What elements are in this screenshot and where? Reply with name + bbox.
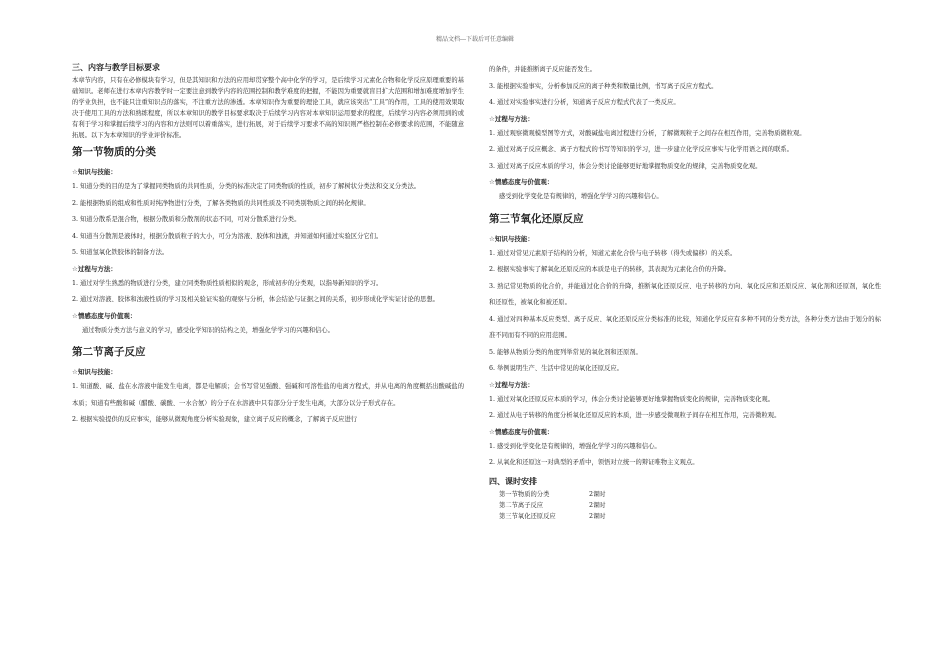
ch2-process-item: 1. 通过观察微观模型图等方式，对酸碱盐电离过程进行分析，了解微观粒子之间存在相互作用，完善物质微粒观。 [489, 129, 806, 137]
schedule-row [499, 511, 881, 522]
ch3-knowledge-item: 6. 举例说明生产、生活中常见的氧化还原反应。 [489, 365, 623, 372]
schedule-row [499, 500, 881, 511]
ch2-knowledge-item: 4. 通过对实验事实进行分析，知道离子反应方程式代表了一类反应。 [489, 99, 680, 106]
ch1-process-item: 1. 通过对学生熟悉的物质进行分类，建立同类物质性质相似的观念，形成初步的分类观，以指导新知识的学习。 [72, 279, 383, 287]
schedule-row [499, 489, 881, 500]
chapter2-title: 第二节离子反应 [72, 346, 146, 358]
ch3-attitude-item: 2. 从氧化和还原这一对典型的矛盾中，领悟对立统一的辩证唯物主义观点。 [489, 459, 699, 466]
left-column [72, 62, 464, 429]
ch2-knowledge-item: 1. 知道酸、碱、盐在水溶液中能发生电离，都是电解质；会书写常见强酸、强碱和可溶性盐的电离方程式，并从电离的角度概括出酸碱盐的本质；知道有些酸和碱（醋酸、碳酸、一水合氨）的分子在水溶液中只有部分分子发生电离，大部分以分子形式存在。 [72, 383, 464, 407]
ch3-knowledge-item: 5. 能够从物质分类的角度列举常见的氧化剂和还原剂。 [489, 348, 642, 356]
ch2-attitude-heading: ☆情感态度与价值观： [489, 178, 554, 186]
ch2-attitude-text: 感受到化学变化是有规律的，增强化学学习的兴趣和信心。 [499, 193, 663, 200]
ch1-attitude-heading: ☆情感态度与价值观： [72, 311, 137, 320]
schedule-name: 第二节离子反应 [499, 501, 544, 509]
ch2-knowledge-item: 2. 根据实验提供的反应事实，能够从微观角度分析实验现象，建立离子反应的概念，了解离子反应进行 [72, 416, 358, 423]
ch3-process-item: 2. 通过从电子转移的角度分析氧化还原反应的本质，进一步感受微观粒子间存在相互作用，完善微粒观。 [489, 412, 781, 419]
ch1-knowledge-heading: ☆知识与技能： [72, 168, 117, 176]
section4-title: 四、课时安排 [489, 476, 537, 486]
ch2-knowledge-continued: 的条件，并能推断离子反应能否发生。 [489, 66, 597, 73]
ch1-attitude-text: 通过物质分类方法与意义的学习，感受化学知识的结构之美，增强化学学习的兴趣和信心。 [82, 326, 334, 334]
ch3-attitude-item: 1. 感受到化学变化是有规律的，增强化学学习的兴趣和信心。 [489, 442, 661, 450]
section3-title: 三、内容与教学目标要求 [72, 63, 160, 72]
ch1-knowledge-item: 3. 知道分散系是混合物，根据分散质和分散剂的状态不同，可对分散系进行分类。 [72, 216, 301, 223]
ch1-knowledge-item: 4. 知道当分散剂是液体时，根据分散质粒子的大小，可分为溶液、胶体和浊液，并知道如何通过实验区分它们。 [72, 232, 383, 240]
schedule-name: 第三节氧化还原反应 [499, 512, 556, 520]
right-column [489, 62, 881, 522]
ch1-knowledge-item: 5. 知道氢氧化铁胶体的制备方法。 [72, 249, 169, 256]
ch1-process-heading: ☆过程与方法： [72, 264, 117, 273]
ch3-process-item: 1. 通过对氧化还原反应本质的学习，体会分类讨论能够更好地掌握物质变化的规律，完善物质变化观。 [489, 395, 775, 403]
ch2-knowledge-item: 3. 能根据实验事实，分析参加反应的离子种类和数量比例，书写离子反应方程式。 [489, 82, 718, 90]
ch3-attitude-heading: ☆情感态度与价值观： [489, 427, 554, 436]
chapter1-title: 第一节物质的分类 [72, 146, 156, 158]
ch3-knowledge-item: 2. 根据实验事实了解氧化还原反应的本质是电子的转移，其表现为元素化合价的升降。 [489, 266, 730, 273]
ch1-process-item: 2. 通过对溶液、胶体和浊液性质的学习及相关验证实验的观察与分析，体会结论与证据之间的关系，初步形成化学实证讨论的思想。 [72, 296, 439, 303]
ch1-knowledge-item: 1. 知道分类的目的是为了掌握同类物质的共同性质，分类的标准决定了同类物质的性质，初步了解树状分类法和交叉分类法。 [72, 183, 421, 190]
section3-body: 本章节内容，只有在必修模块有学习，但是其知识和方法的应用却贯穿整个高中化学的学习，是后续学习元素化合物和化学反应原理重要的基础知识。老师在进行本章内容教学时一定要注意到教学内容的范围控制和教学难度的把握，不能因为重要就盲目扩大范围和增加难度增加学生的学业负担，也不能只注重知识点的落实，不注重方法的渗透。本章知识作为重要的理论工具，就应该突出“工具”的作用，工具的使用效果取决于使用工具的方法和熟练程度，所以本章知识的教学目标要求取决于后续学习内容对本章知识运用要求的程度，后续学习内容必须用到的或有利于学习和掌握后续学习的内容和方法则可以着重落实，进行拓展，对于后续学习要求不高的知识则严格控制在必修要求的范围，不能随意拓展。以下为本章知识的学业评价标准。 [72, 77, 464, 139]
schedule-name: 第一节物质的分类 [499, 490, 550, 498]
ch3-knowledge-heading: ☆知识与技能： [489, 234, 534, 243]
ch3-knowledge-item: 3. 熟记常见物质的化合价，并能通过化合价的升降，推断氧化还原反应、电子转移的方向、氧化反应和还原反应、氧化剂和还原剂，氧化性和还原性，被氧化和被还原。 [489, 282, 881, 306]
ch3-process-heading: ☆过程与方法： [489, 380, 534, 389]
header-note: 精品文档---下载后可任意编辑 [435, 36, 515, 43]
ch2-process-item: 3. 通过对离子反应本质的学习，体会分类讨论能够更好地掌握物质变化的规律，完善物质变化观。 [489, 162, 762, 170]
ch1-knowledge-item: 2. 能根据物质的组成和性质对纯净物进行分类，了解各类物质的共同性质及不同类别物质之间的转化规律。 [72, 199, 370, 207]
schedule-hours: 2课时 [589, 512, 606, 520]
schedule-hours: 2课时 [589, 501, 606, 509]
chapter3-title: 第三节氧化还原反应 [489, 212, 584, 225]
ch2-knowledge-heading: ☆知识与技能： [72, 368, 117, 376]
ch2-process-item: 2. 通过对离子反应概念、离子方程式的书写等知识的学习，进一步建立化学反应事实与化学用语之间的联系。 [489, 146, 793, 153]
ch3-knowledge-item: 4. 通过对四种基本反应类型、离子反应、氧化还原反应分类标准的比较，知道化学反应有多种不同的分类方法，各种分类方法由于划分的标准不同而有不同的应用范围。 [489, 315, 881, 339]
ch3-knowledge-item: 1. 通过对常见元素原子结构的分析，知道元素化合价与电子转移（得失或偏移）的关系。 [489, 249, 737, 257]
schedule-hours: 2课时 [589, 490, 606, 498]
ch2-process-heading: ☆过程与方法： [489, 114, 534, 123]
